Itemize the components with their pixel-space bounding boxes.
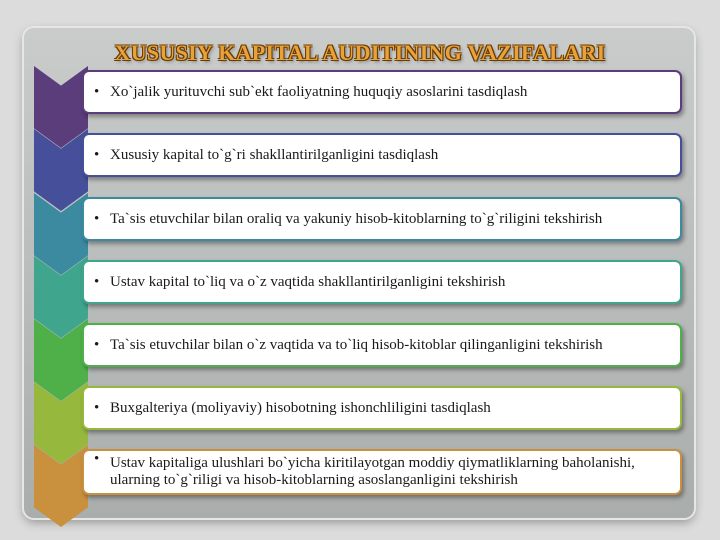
task-item-box bbox=[82, 323, 682, 367]
task-item-text: Ta`sis etuvchilar bilan oraliq va yakuniy hisob-kitoblarning to`g`riligini tekshirish bbox=[110, 210, 603, 227]
task-item-text: Ustav kapital to`liq va o`z vaqtida shakllantirilganligini tekshirish bbox=[110, 273, 506, 290]
task-item-box bbox=[82, 449, 682, 495]
bullet-icon: • bbox=[94, 451, 100, 467]
bullet-icon: • bbox=[94, 210, 100, 227]
bullet-icon: • bbox=[94, 83, 100, 100]
task-item-box bbox=[82, 70, 682, 114]
task-item-box bbox=[82, 386, 682, 430]
task-item-box bbox=[82, 133, 682, 177]
task-item-box bbox=[82, 260, 682, 304]
bullet-icon: • bbox=[94, 273, 100, 290]
task-item-text: Xo`jalik yurituvchi sub`ekt faoliyatning huquqiy asoslarini tasdiqlash bbox=[110, 83, 528, 100]
bullet-icon: • bbox=[94, 146, 100, 163]
bullet-icon: • bbox=[94, 399, 100, 416]
slide-title: XUSUSIY KAPITAL AUDITINING VAZIFALARI bbox=[114, 40, 606, 65]
task-item-text: Ustav kapitaliga ulushlari bo`yicha kiritilayotgan moddiy qiymatliklarning baholanishi, ularning to`g`riligi va hisob-kitoblarning asoslanganligini tekshirish bbox=[110, 455, 635, 488]
task-item-text: Xususiy kapital to`g`ri shakllantirilganligini tasdiqlash bbox=[110, 146, 439, 163]
task-item-box bbox=[82, 197, 682, 241]
task-item-text: Ta`sis etuvchilar bilan o`z vaqtida va to`liq hisob-kitoblar qilinganligini tekshirish bbox=[110, 336, 603, 353]
bullet-icon: • bbox=[94, 336, 100, 353]
task-item-text: Buxgalteriya (moliyaviy) hisobotning ishonchliligini tasdiqlash bbox=[110, 399, 491, 416]
